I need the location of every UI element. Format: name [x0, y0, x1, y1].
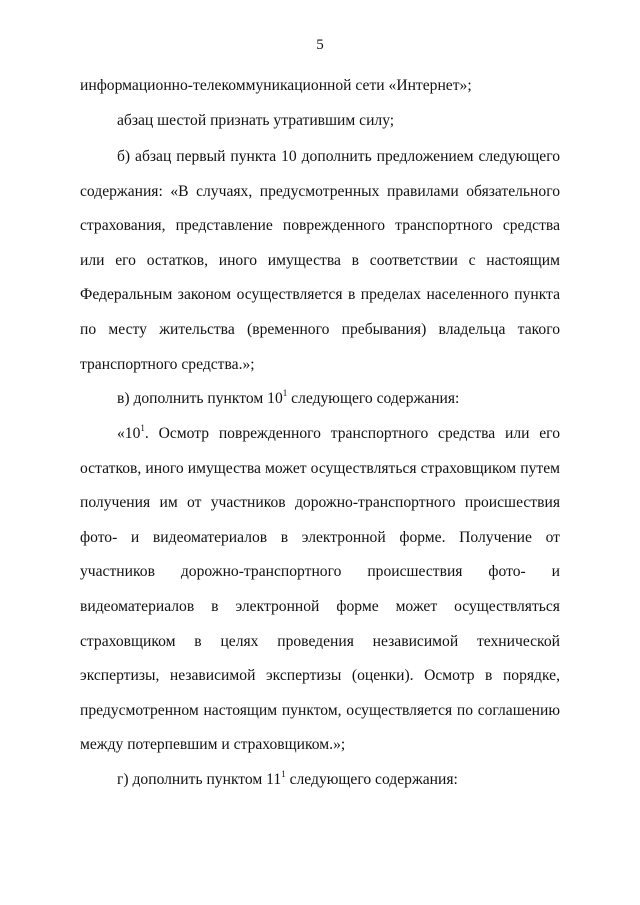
item-g-superscript: 1 [281, 768, 286, 779]
paragraph-continuation: информационно-телекоммуникационной сети «Интернет»; [80, 77, 472, 94]
paragraph-item-b: б) абзац первый пункта 10 дополнить предложением следующего содержания: «В случаях, предусмотренных правилами обязательного страхования, представление поврежденного транспортного средства или его остатков, иного имущества в соответствии с настоящим Федеральным законом осуществляется в пределах населенного пункта по месту жительства (временного пребывания) владельца такого транспортного средства.»; [80, 148, 560, 373]
point-10-1-superscript: 1 [140, 422, 145, 433]
point-10-1-open: «10 [117, 425, 141, 442]
paragraph-item-v [80, 382, 560, 417]
paragraph-abzac-shestoy: абзац шестой признать утратившим силу; [117, 112, 395, 129]
item-v-text: в) дополнить пунктом 10 [117, 390, 283, 407]
paragraph-item-g [80, 763, 560, 798]
item-g-text: г) дополнить пунктом 11 [117, 771, 282, 788]
page-number: 5 [316, 37, 324, 53]
item-v-superscript: 1 [282, 387, 288, 398]
paragraph-point-10-1 [80, 417, 560, 763]
item-g-text-end: следующего содержания: [285, 771, 458, 788]
point-10-1-text: . Осмотр поврежденного транспортного средства или его остатков, иного имущества может осуществляться страховщиком путем получения им от участников дорожно-транспортного происшествия фото- и видеоматериалов в электронной форме. Получение от участников дорожно-транспортного происшествия фото- и видеоматериалов в электронной форме может осуществляться страховщиком в целях проведения независимой технической экспертизы, независимой экспертизы (оценки). Осмотр в порядке, предусмотренном настоящим пунктом, осуществляется по соглашению между потерпевшим и страховщиком.»; [80, 425, 560, 754]
item-v-text-end: следующего содержания: [287, 390, 460, 407]
